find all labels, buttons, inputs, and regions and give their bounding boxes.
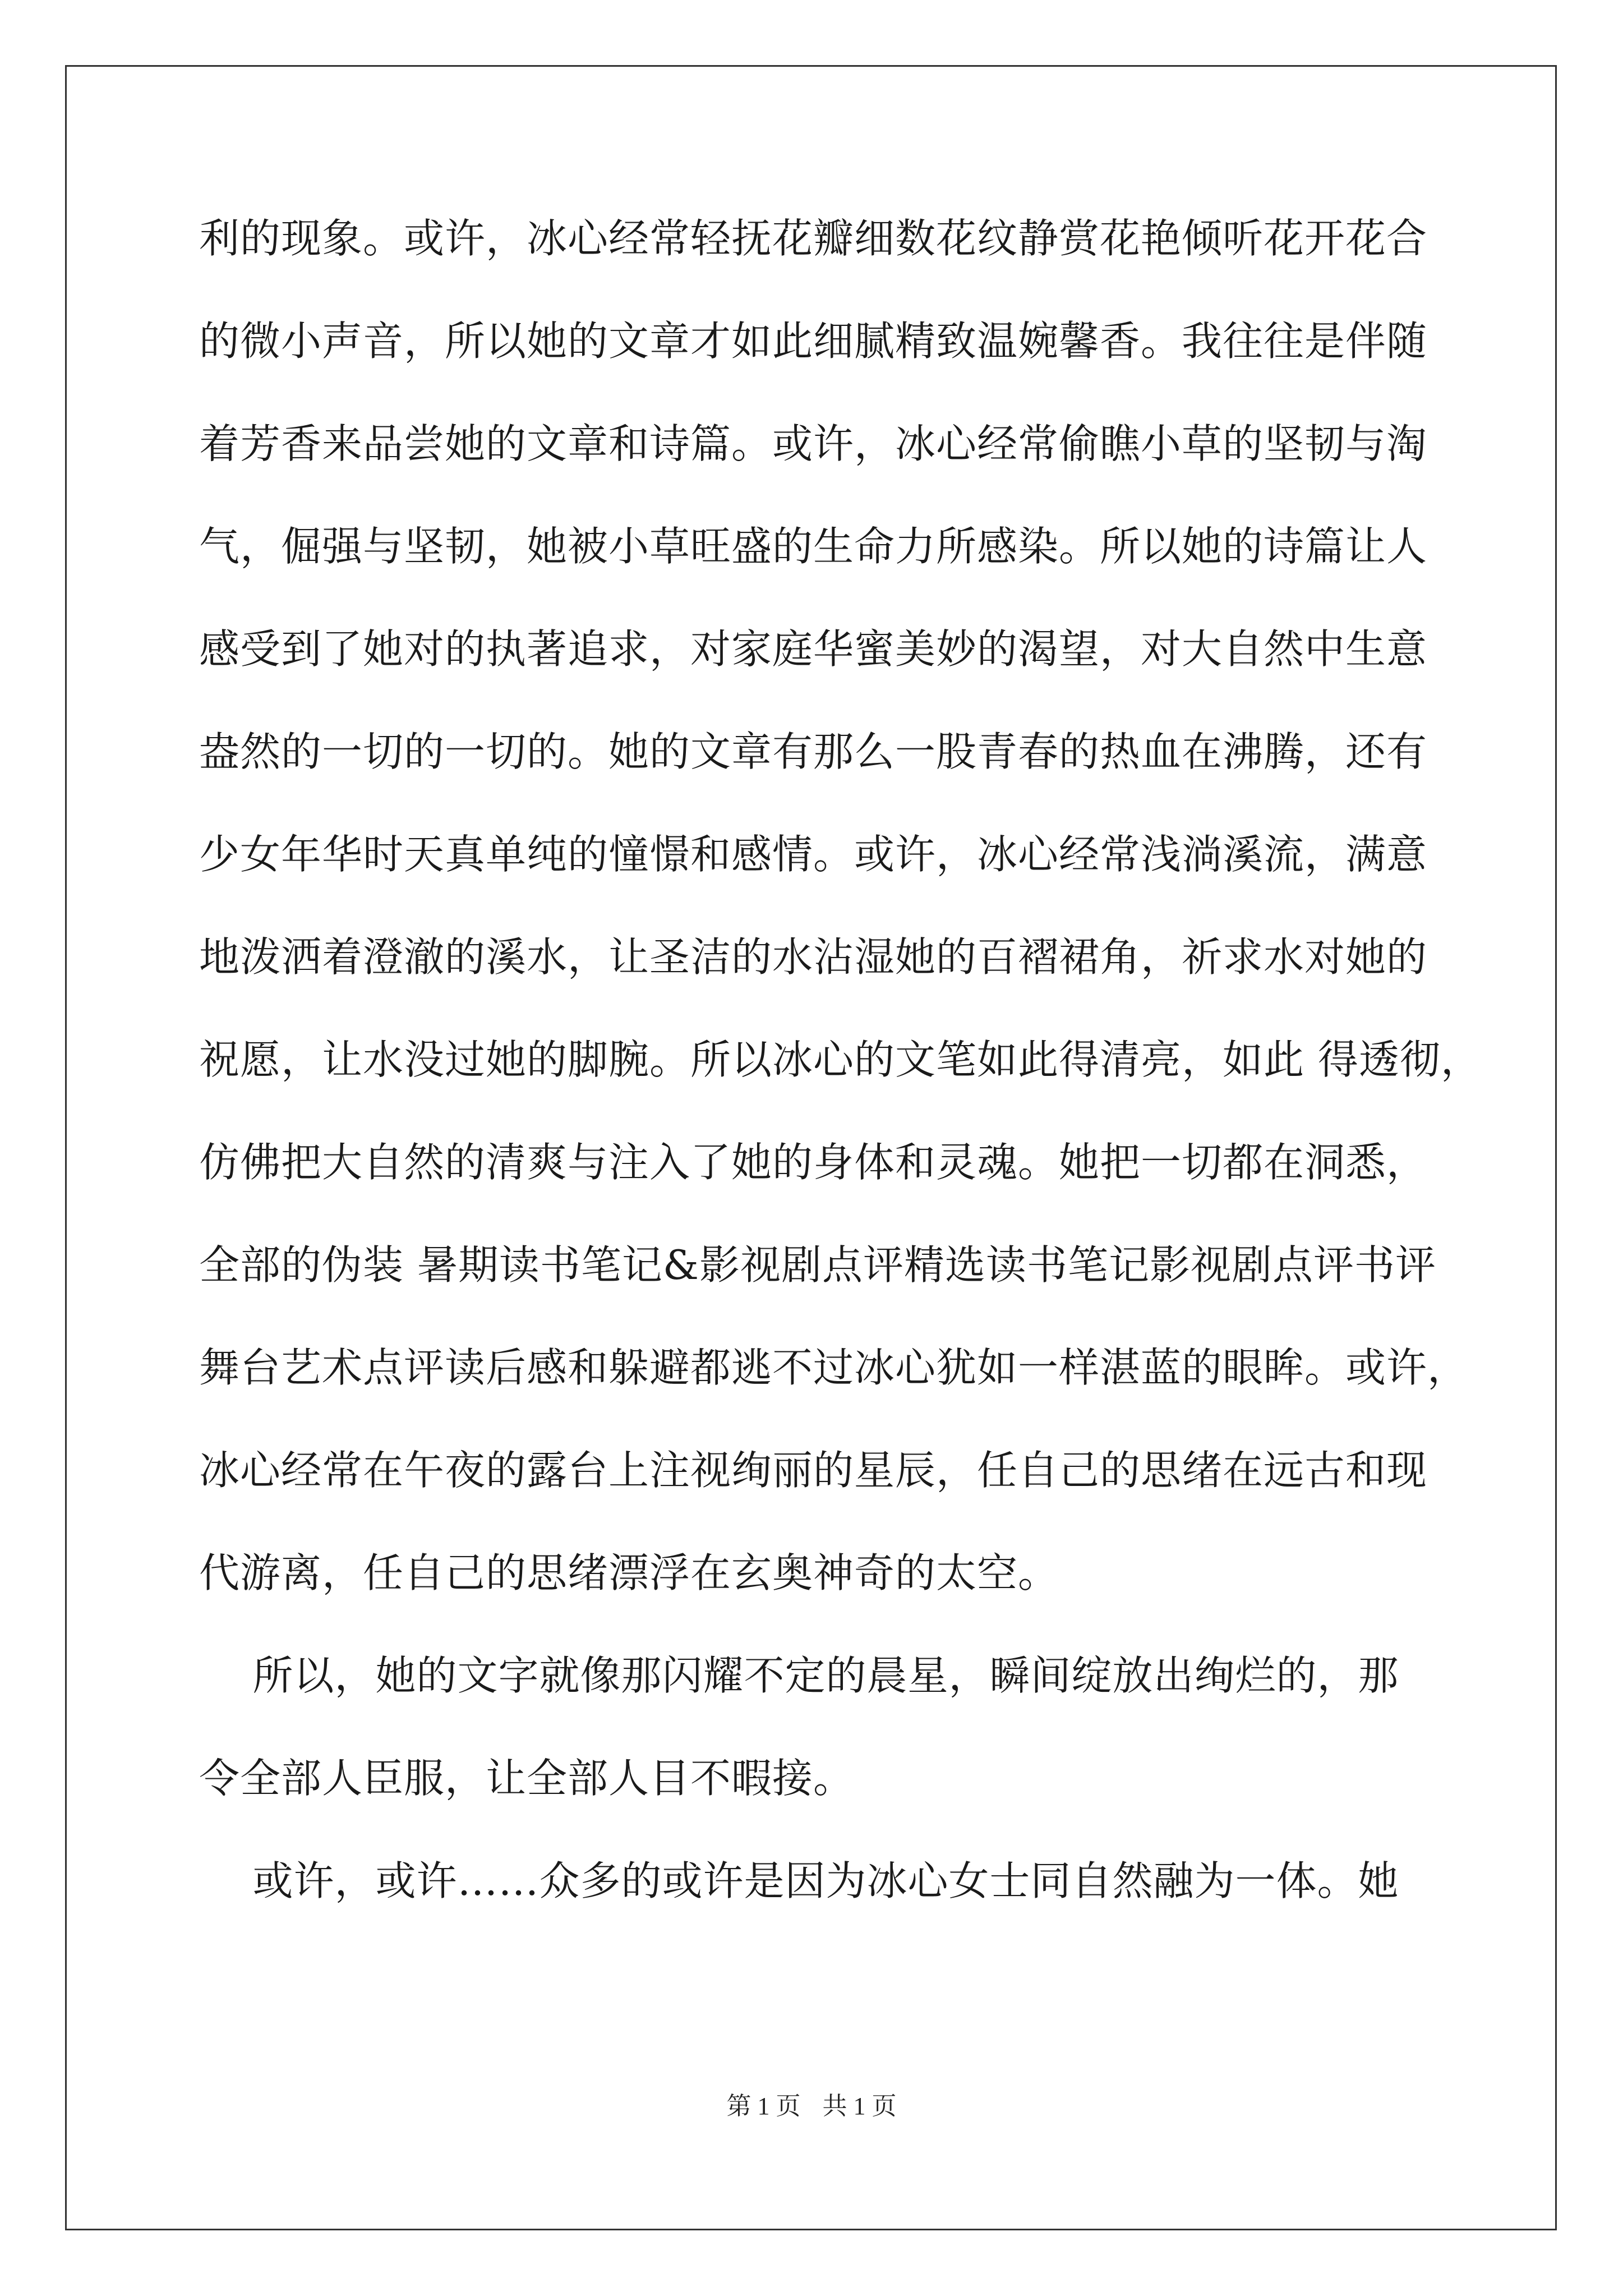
- page-number: 第 1 页: [726, 2092, 801, 2120]
- text-line: 或许，或许……众多的或许是因为冰心女士同自然融为一体。她: [199, 1857, 1399, 1904]
- text-line: 着芳香来品尝她的文章和诗篇。或许，冰心经常偷瞧小草的坚韧与淘: [199, 420, 1428, 467]
- text-line: 代游离，任自己的思绪漂浮在玄奥神奇的太空。: [199, 1549, 1059, 1596]
- text-line: 仿佛把大自然的清爽与注入了她的身体和灵魂。她把一切都在洞悉，: [199, 1139, 1428, 1186]
- text-line: 盎然的一切的一切的。她的文章有那么一股青春的热血在沸腾，还有: [199, 728, 1428, 775]
- page-total: 共 1 页: [822, 2092, 897, 2120]
- page-footer: [0, 2086, 1623, 2122]
- text-line: 全部的伪装 暑期读书笔记&影视剧点评精选读书笔记影视剧点评书评: [199, 1241, 1436, 1289]
- text-line: 所以，她的文字就像那闪耀不定的晨星，瞬间绽放出绚烂的，那: [199, 1652, 1399, 1699]
- text-line: 舞台艺术点评读后感和躲避都逃不过冰心犹如一样湛蓝的眼眸。或许，: [199, 1344, 1469, 1391]
- text-line: 令全部人臣服，让全部人目不暇接。: [199, 1755, 855, 1802]
- text-line: 利的现象。或许，冰心经常轻抚花瓣细数花纹静赏花艳倾听花开花合: [199, 215, 1428, 262]
- text-line: 的微小声音，所以她的文章才如此细腻精致温婉馨香。我往往是伴随: [199, 318, 1428, 365]
- text-line: 少女年华时天真单纯的憧憬和感情。或许，冰心经常浅淌溪流，满意: [199, 831, 1428, 878]
- text-line: 冰心经常在午夜的露台上注视绚丽的星辰，任自己的思绪在远古和现: [199, 1447, 1428, 1494]
- text-line: 祝愿，让水没过她的脚腕。所以冰心的文笔如此得清亮，如此 得透彻，: [199, 1036, 1482, 1083]
- text-line: 地泼洒着澄澈的溪水，让圣洁的水沾湿她的百褶裙角，祈求水对她的: [199, 933, 1428, 981]
- text-line: 感受到了她对的执著追求，对家庭华蜜美妙的渴望，对大自然中生意: [199, 625, 1428, 673]
- text-line: 气，倔强与坚韧，她被小草旺盛的生命力所感染。所以她的诗篇让人: [199, 523, 1428, 570]
- document-body: [199, 210, 1482, 1955]
